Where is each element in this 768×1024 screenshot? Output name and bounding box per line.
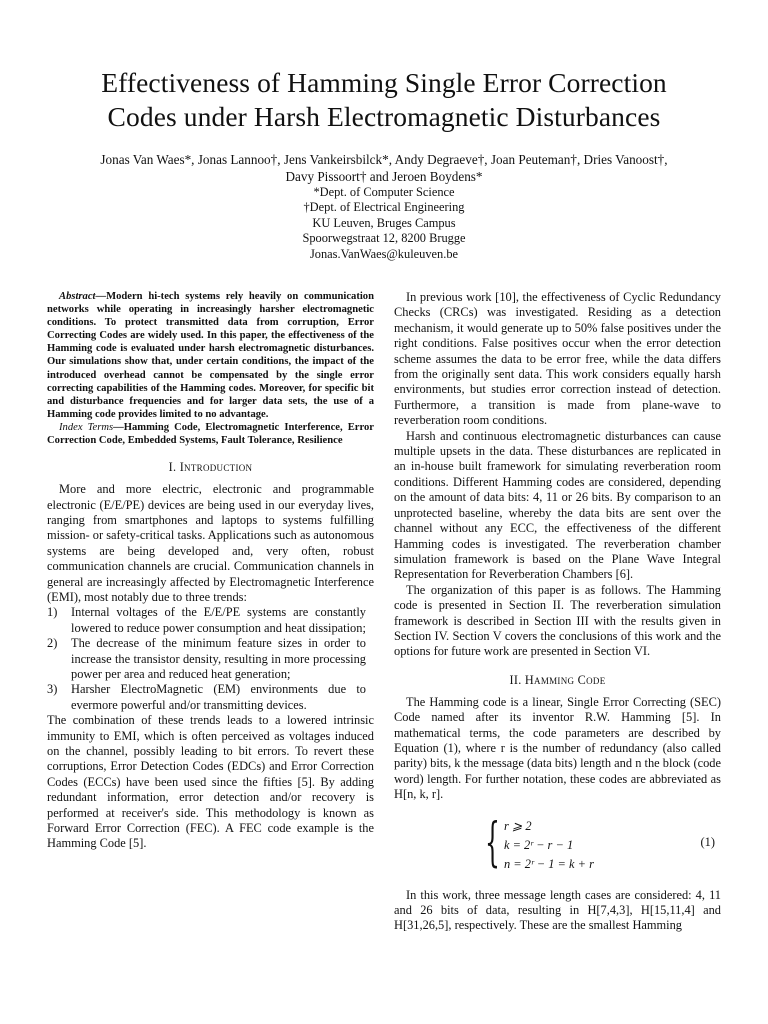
paper-title: [40, 66, 728, 134]
section-1-heading: [47, 460, 374, 475]
affiliation-address: Spoorwegstraat 12, 8200 Brugge: [302, 231, 466, 246]
list-item: [47, 682, 374, 713]
intro-paragraph-3: In previous work [10], the effectiveness of Cyclic Redundancy Checks (CRCs) was investigated. Residing as a detection mechanism, it would generate up to 50% false positives under the right conditions. False positives occur when the error detection scheme assumes the data to be error free, while the data differs from the originally sent data. This work considers equally harsh environments, but studies error correction instead of detection. Furthermore, a transition is made from plane-wave to reverberation room conditions.: [394, 290, 721, 428]
equation-lines: [504, 817, 594, 874]
section-1-number: I.: [168, 460, 177, 475]
authors-line-2: Davy Pissoort† and Jeroen Boydens*: [285, 168, 483, 184]
section-2-number: II.: [509, 672, 522, 687]
intro-paragraph-5: The organization of this paper is as follows. The Hamming code is presented in Section II. The reverberation simulation framework is described in Section III with the results given in Section IV. Section V covers the conclusions of this work and the options for future work are presented in Section VI.: [394, 582, 721, 659]
equation-line-1: r ⩾ 2: [504, 818, 532, 833]
intro-continued: [394, 290, 721, 660]
equation-line-3: n = 2ʳ − 1 = k + r: [504, 856, 594, 871]
index-terms-text: —Hamming Code, Electromagnetic Interference, Error Correction Code, Embedded Systems, Fault Tolerance, Resilience: [47, 421, 374, 447]
section-2-body: [394, 695, 721, 934]
affiliations: [40, 185, 728, 262]
title-line-1: Effectiveness of Hamming Single Error Correction: [101, 67, 667, 98]
section-2-heading: [394, 673, 721, 688]
intro-paragraph-4: Harsh and continuous electromagnetic disturbances can cause multiple upsets in the data. These disturbances are replicated in an in-house built framework for simulating reverberation room conditions. Different Hamming codes are considered, depending on the amount of data bits: 4, 11 or 26 bits. By comparison to an unprotected baseline, whereby the data bits are sent over the channel without any ECC, the effectiveness of the different Hamming codes is investigated. The reverberation chamber simulation framework is based on the Plane Wave Integral Representation for Reverberation Chambers [6].: [394, 428, 721, 582]
affiliation-university: KU Leuven, Bruges Campus: [312, 215, 456, 230]
equation-brace: {: [485, 812, 500, 873]
list-item-number: 2): [47, 636, 58, 651]
section-2-title: Hamming Code: [524, 672, 606, 687]
intro-paragraph-1: More and more electric, electronic and programmable electronic (E/E/PE) devices are being used in our everyday lives, ranging from smartphones and laptops to systems fulfilling mission- or safety-critical tasks. Applications such as autonomous systems are being developed and, very often, robust communication channels are crucial. Communication channels in general are increasingly affected by Electromagnetic Interference (EMI), most notably due to three trends:: [47, 482, 374, 604]
title-line-2: Codes under Harsh Electromagnetic Disturbances: [107, 101, 661, 132]
list-item-text: Internal voltages of the E/E/PE systems are constantly lowered to reduce power consumption and heat dissipation;: [71, 605, 366, 635]
list-item: [47, 636, 374, 682]
section-1-title: Introduction: [179, 460, 253, 475]
intro-paragraph-2: The combination of these trends leads to a lowered intrinsic immunity to EMI, which is often perceived as voltages induced on the channel, possibly leading to bit errors. To revert these corruptions, Error Detection Codes (EDCs) and Error Correction Codes (ECCs) have been used since the fifties [5]. By adding redundant information, error detection and/or recovery is performed at receiver's side. This methodology is known as Forward Error Correction (FEC). A FEC code example is the Hamming Code [5].: [47, 713, 374, 851]
affiliation-dept-cs: *Dept. of Computer Science: [313, 185, 455, 199]
author-email: Jonas.VanWaes@kuleuven.be: [309, 246, 459, 261]
authors-line-1: Jonas Van Waes*, Jonas Lannoo†, Jens Vankeirsbilck*, Andy Degraeve†, Joan Peuteman†, Dries Vanoost†,: [100, 152, 668, 167]
index-terms-lead: Index Terms: [59, 421, 114, 433]
abstract-lead: Abstract: [59, 291, 96, 302]
list-item-text: The decrease of the minimum feature sizes in order to increase the transistor density, resulting in more processing power per area and reduced heat generation;: [71, 636, 366, 681]
equation-number: (1): [700, 834, 715, 849]
left-column: [47, 290, 374, 852]
affiliation-dept-ee: †Dept. of Electrical Engineering: [303, 200, 465, 215]
hamming-paragraph-2: In this work, three message length cases are considered: 4, 11 and 26 bits of data, resulting in H[7,4,3], H[15,11,4] and H[31,26,5], respectively. These are the smallest Hamming: [394, 887, 721, 933]
hamming-paragraph-1: The Hamming code is a linear, Single Error Correcting (SEC) Code named after its inventor R.W. Hamming [5]. In mathematical terms, the code parameters are described by Equation (1), where r is the number of redundancy (also called parity) bits, k the message (data bits) length and n the block (code word) length. For further notation, these codes are abbreviated as H[n, k, r].: [394, 694, 721, 802]
equation-line-2: k = 2ʳ − r − 1: [504, 837, 574, 852]
trend-list: [47, 605, 374, 713]
equation-1: [394, 812, 721, 879]
author-list: [40, 152, 728, 185]
abstract: [47, 290, 374, 447]
abstract-text: —Modern hi-tech systems rely heavily on communication networks while operating in increasingly harsher electromagnetic conditions. To protect transmitted data from corruption, Error Correcting Codes are widely used. In this paper, the effectiveness of the Hamming code is evaluated under harsh electromagnetic disturbances. Our simulations show that, under certain conditions, the impact of the introduced overhead cannot be compensated by the single error correcting capabilities of the Hamming codes. Moreover, for specific bit and disturbance frequencies and for larger data sets, the use of a Hamming code provides limited to no advantage.: [47, 291, 374, 420]
section-1-body: [47, 482, 374, 852]
list-item-number: 1): [47, 605, 58, 620]
right-column: [394, 290, 721, 934]
list-item-text: Harsher ElectroMagnetic (EM) environments due to evermore powerful and/or transmitting devices.: [71, 682, 366, 712]
list-item-number: 3): [47, 682, 58, 697]
list-item: [47, 605, 374, 636]
